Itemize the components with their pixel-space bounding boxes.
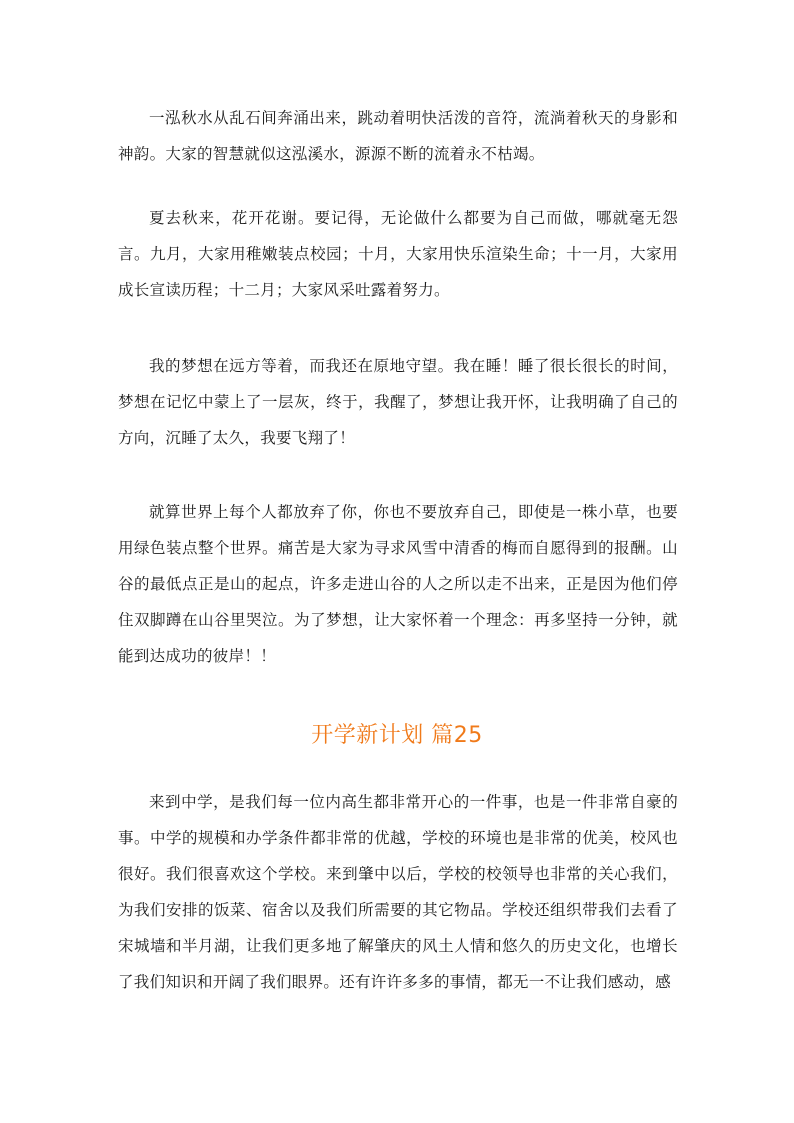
paragraph-dream: 我的梦想在远方等着，而我还在原地守望。我在睡！睡了很长很长的时间，梦想在记忆中蒙上了一层灰，终于，我醒了，梦想让我开怀，让我明确了自己的方向，沉睡了太久，我要飞翔了！ [118, 357, 678, 447]
paragraph-never-give-up: 就算世界上每个人都放弃了你，你也不要放弃自己，即使是一株小草，也要用绿色装点整个世界。痛苦是大家为寻求风雪中清香的梅而自愿得到的报酬。山谷的最低点正是山的起点，许多走进山谷的人之所以走不出来，正是因为他们停住双脚蹲在山谷里哭泣。为了梦想，让大家怀着一个理念：再多坚持一分钟，就能到达成功的彼岸！！ [118, 503, 678, 665]
section-heading: 开学新计划 篇25 [311, 723, 483, 748]
paragraph-seasons: 夏去秋来，花开花谢。要记得，无论做什么都要为自己而做，哪就毫无怨言。九月，大家用稚嫩装点校园；十月，大家用快乐渲染生命；十一月，大家用成长宣读历程；十二月；大家风采吐露着努力。 [118, 209, 678, 299]
paragraph-autumn-water: 一泓秋水从乱石间奔涌出来，跳动着明快活泼的音符，流淌着秋天的身影和神韵。大家的智慧就似这泓溪水，源源不断的流着永不枯竭。 [118, 109, 678, 163]
paragraph-middle-school: 来到中学，是我们每一位内高生都非常开心的一件事，也是一件非常自豪的事。中学的规模和办学条件都非常的优越，学校的环境也是非常的优美，校风也很好。我们很喜欢这个学校。来到肇中以后，学校的校领导也非常的关心我们，为我们安排的饭菜、宿舍以及我们所需要的其它物品。学校还组织带我们去看了宋城墙和半月湖，让我们更多地了解肇庆的风土人情和悠久的历史文化，也增长了我们知识和开阔了我们眼界。还有许许多多的事情，都无一不让我们感动，感 [118, 793, 678, 991]
